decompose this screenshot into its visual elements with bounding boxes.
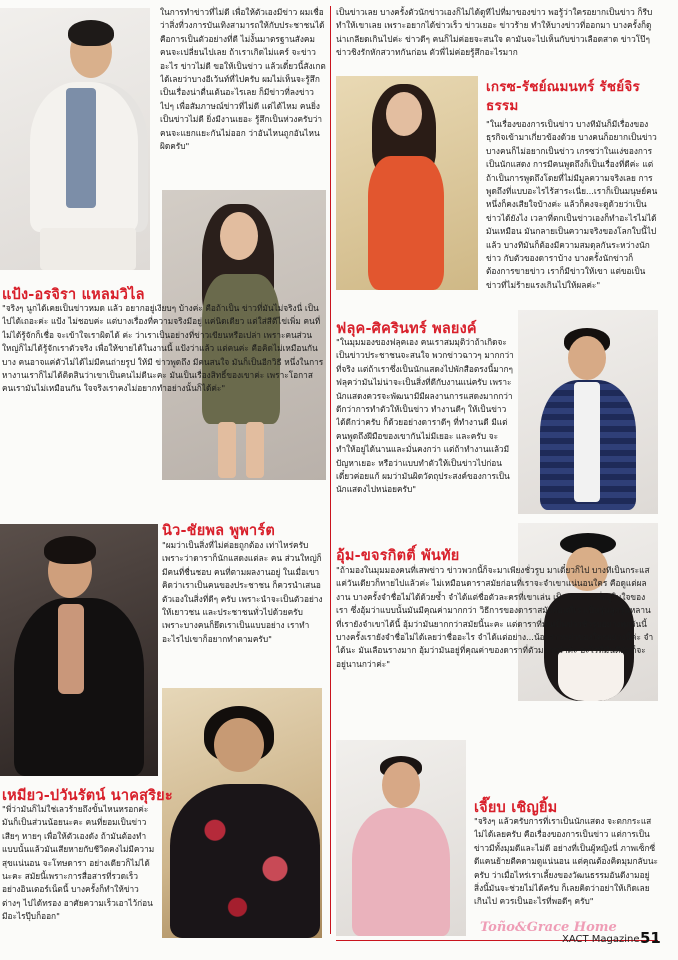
article-text-meow: "พี่ว่ามันก็ไม่ใช่เลวร้ายถึงขั้นไหนหรอกค่ะ มันก็เป็นส่วนน้อยนะคะ คนที่ยอมเป็นข่าวเสียๆ หายๆ เพื่อให้ตัวเองดัง ถ้ามันต้องทำแบบนั้นแล้วมันเสียหายกับชีวิตคงไม่มีความสุขแน่นอน จะโทษดารา อย่างเดียวก็ไม่ได้นะคะ สมัยนี้เพราะการสื่อสารที่รวดเร็ว อย่างอินเตอร์เน็ตนี้ บางครั้งก็ทำให้ข่าวต่างๆ ไปได้ทรอง อาศัยความเร็วเอาไว้ก่อน มีอะไรปุ๊บก็ออก" — [2, 804, 155, 922]
article-name-grace: เกรซ-รัชย์ณมนทร์ รัชย์จิรธรรม — [486, 79, 640, 114]
photo-actress-floral — [162, 688, 322, 938]
article-name-new: นิว-ชัยพล พูพาร์ต — [162, 523, 275, 539]
article-name-pang: แป้ง-อรจิรา แหลมวิไล — [2, 287, 145, 303]
top-right-text: เป็นข่าวเลย บางครั้งตัวนักข่าวเองก็ไม่ได้ดูทีไปที่มาของข่าว พอรู้ว่าใครอยากเป็นข่าว ก็รีบทำให้เขาเลย เพราะอยากได้ข่าวเร็ว ข่าวเยอะ ข่าวร้าย ทำให้บางข่าวที่ออกมา บางครั้งก็ดูน่าเกลียดเกินไปค่ะ ข่าวดีๆ คนก็ไม่ค่อยจะสนใจ ตามันจะไปเห็นกับข่าวเลือดสาด ข่าวโป๊ๆ ข่าวชิงรักหักสวาทกันก่อน ตัวพี่ไม่ค่อยรู้สึกอะไรมาก — [336, 7, 653, 58]
footer-magazine-name: XACT Magazine — [562, 934, 640, 945]
article-text-pang: "จริงๆ นูกได้เคยเป็นข่าวหมด แล้ว อยากอยู่เงียบๆ บ้างค่ะ คือถ้าเป็น ข่าวที่มันไม่จริงนี่ เป็นไปได้เถอะค่ะ แป้ง ไม่ชอบค่ะ แต่บางเรื่องที่ความจริงมีอยู่ แค่นิดเดียว แต่ใส่สีตีไข่เพิ่ม คนที่ ไม่ได้รู้จักก็เชื่อ จะเข้าใจเราผิดได้ ค่ะ ว่าเราเป็นอย่างที่ข่าวเขียนหรือเปล่า เพราะคนส่วนใหญ่ก็ไม่ได้รู้จักเราตัวจริง เพื่อให้ขายได้ในงานนี้ แป้งว่าแล้ว แต่คนค่ะ คือคิดไม่เหมือนกัน บาง คนอาจแค่ตัวไม่ได้ไม่มีคนถ่ายรูป ให้มี ข่าวพูดถึง มีคนสนใจ มันก็เป็นอีกวิธี หนึ่งในการหางานเราก็ไม่ได้ติดสินว่าเขาเป็นคนไม่ดีนะคะ มันเป็นเรื่องสิทธิ์ของเขาค่ะ เพราะโอกาสคนเรามันไม่เหมือนกัน ใจจริงเราคงไม่อยากทำอย่างนั้นก็ได้ค่ะ" — [2, 303, 324, 394]
column-divider — [330, 6, 331, 934]
article-text-aum: "ถ้ามองในมุมมองคนที่เสพข่าว ข่าวพวกนี้ก็จะมาเพียงชั่วรูบ มาเดี๋ยวก็ไป บางทีเป็นกระแสแค่วันเดียวก็หายไปแล้วค่ะ ไม่เหมือนดาราสมัยก่อนที่เราจะจำเขาแน่นอนใคร คือดูแต่ผลงาน บางครั้งจำชื่อไม่ได้ด้วยซ้ำ จำได้แต่ชื่อตัวละครที่เขาเล่น เป็นตัวละครที่อยู่ในใจของเรา ซึ่งอุ้มว่าแบบนั้นมันมีคุณค่ามากกว่า วิธีการของดาราสมัยก่อนที่เราเป็นรุ่นลูกรุ่นหลานที่เรายังจำเขาได้นี้ อุ้มว่ามันยากกว่าสมัยนี้นะคะ แต่ดาราที่มันเป็นข่าวชั่วรูบอย่างทุกวันนี้ บางครั้งเรายังจำชื่อไม่ได้เลยว่าชื่ออะไร จำได้แต่อย่าง...น้องสาวหย่าของใครอย่างนี้ค่ะ จำได้นะ มันเลือนรางมาก อุ้มว่ามันอยู่ที่คุณค่าของดาราที่ตัวมากกว่าค่ะ อะไรที่มันดีมันก็จะอยู่นานกว่าค่ะ" — [336, 565, 654, 669]
photo-actor-white-suit — [0, 8, 150, 270]
photo-actor-black-shirt — [0, 524, 158, 776]
photo-actress-coral-dress — [336, 76, 478, 290]
article-name-aum: อุ้ม-ขจรกิตติ์ พันทัย — [336, 548, 460, 564]
intro-text: ในการทำข่าวที่ไม่ดี เพื่อให้ตัวเองมีข่าว ผมเชื่อว่าสิ่งที่วงการบันเทิงสามารถให้กับประชาชนได้ คือการเป็นตัวอย่างที่ดี ไม่งั้นมาตรฐานสังคมคนจะเปลี่ยนไปเลย ถ้าเราเกิดไม่แคร์ จะข่าวอะไร ข่าวไม่ดี ขอให้เป็นข่าว แล้วเดี๋ยวนี้สังเกตได้เลยว่าบางอีเว้นท์ที่ไปครับ ผมไม่เห็นจะรู้สึกเป็นเรื่องน่าตื่นเต้นอะไรเลย ก็มีข่าวที่ลงข่าวไปๆ เพื่อสัมภาษณ์ข่าวที่ไม่ดี แต่ได้ไหม คนยิ่งเป็นข่าวไม่ดี ยิ่งมีงานเยอะ รู้สึกเป็นห่วงครับว่าคนจะแยกแยะกันไม่ออก ว่าอันไหนถูกอันไหนผิดครับ" — [160, 7, 326, 152]
article-name-meow: เหมียว-ปวันรัตน์ นาคสุริยะ — [2, 788, 173, 804]
photo-actor-plaid-vest — [518, 310, 658, 514]
footer-page-number: 51 — [640, 929, 661, 947]
article-name-jiab: เจี๊ยบ เชิญยิ้ม — [474, 800, 558, 816]
article-name-fluke: ฟลุค-ศิครินทร์ พลยงค์ — [336, 321, 477, 337]
article-text-grace: "ในเรื่องของการเป็นข่าว บางทีมันก็มีเรื่องของธุรกิจเข้ามาเกี่ยวข้องด้วย บางคนก็อยากเป็นข่าว บางคนก็ไม่อยากเป็นข่าว เกรซว่าในแง่ของการเป็นนักแสดง การมีคนพูดถึงก็เป็นเรื่องที่ดีค่ะ แต่ถ้าเป็นการพูดถึงโดยที่ไม่มีมูลความจริงเลย การพูดถึงที่แบบอะไรไร้สาระเนี่ย...เราก็เป็นมนุษย์คนหนึ่งก็คงเสียใจบ้างค่ะ แล้วก็คงจะดูด้วยว่าเป็นข่าวได้ยังไง เวลาที่ตกเป็นข่าวเองก็ทำอะไรไม่ได้ มันเหมือน มันกลายเป็นความจริงของโลกใบนี้ไปแล้ว บางทีมันก็ต้องมีความสมดุลกันระหว่างนักข่าว กับตัวของดาราบ้าง บางครั้งนักข่าวก็ต้องการขายข่าว เราก็มีข่าวให้เขา แต่ขอเป็นข่าวที่ไม่ร้ายแรงเกินไปให้ผลค่ะ" — [486, 119, 658, 290]
article-text-new: "ผมว่าเป็นสิ่งที่ไม่ค่อยถูกต้อง เท่าไหร่ครับ เพราะว่าดาราก็นักแสดงแต่ละ คน ส่วนใหญ่ก็มีคนที่ชื่นชอบ คนที่ตามผลงานอยู่ ในเมื่อเขาคิดว่าเราเป็นคนของประชาชน ก็ควรนำเสนอตัวเองในสิ่งที่ดีๆ ครับ เพราะนำจะเป็นตัวอย่างให้เยาวชน และประชาชนทั่วไปด้วยครับ เพราะบางคนก็ยึดเราเป็นแบบอย่าง เราทำอะไรไปเขาก็อยากทำตามครับ" — [162, 540, 323, 644]
watermark-text: Toño&Grace Home — [480, 920, 617, 935]
article-text-jiab: "จริงๆ แล้วครับการที่เราเป็นนักแสดง จะตกกระแสไม่ได้เลยครับ คือเรื่องของการเป็นข่าว แต่การเป็นข่าวมีทั้งมุมดีและไม่ดี อย่างที่เป็นผู้หญิงนี่ ภาพเซ็กซี่ดีแคนย้ายตีคดามดูแน่นอน แต่คุณต้องคิดมุมกลับนะครับ ว่าเมื่อไหร่เราเลี้ยงของวัฒนธรรมอันดีงามอยู่ สิ่งนี้มันจะช่วยไม่ได้ครับ ก็เลยคิดว่าอย่าให้เกิดเลยเกินไป ควรเป็นอะไรที่พอดีๆ ครับ" — [474, 816, 658, 907]
article-text-fluke: "ในมุมมองของฟลุคเอง คนเราสมมุติว่าถ้าเกิดจะเป็นข่าวประชาชนจะสนใจ พวกข่าวฉาวๆ มากกว่าที่จริง แต่ถ้าเราซึ่งเป็นนักแสดงไปพักสือตรงนี้มากๆ ฟลุคว่ามันไม่น่าจะเป็นสิ่งที่ดีกับงานแน่ครับ เพราะนักแสดงควรจะพัฒนามีมีผลงานการแสดงมากกว่า ดีกว่าการทำตัวให้เป็นข่าว ทำงานดีๆ ให้เป็นข่าวได้ดีกว่าครับ ก็ด้วยอย่างดาราดีๆ ที่ทำงานดี มีแต่คนพูดถึงฝีมือของเขากันไม่มีเยอะ และครับ จะทำให้อยู่ได้นานและมั่นคงกว่า แต่ถ้าทำงานแล้วมีปัญหาเยอะ หรือว่าแบบทำตัวให้เป็นข่าวไปก่อน เดี๋ยวค่อยแก้ ผมว่ามันผิดวัตถุประสงค์ของการเป็นนักแสดงไปหน่อยครับ" — [336, 337, 514, 495]
